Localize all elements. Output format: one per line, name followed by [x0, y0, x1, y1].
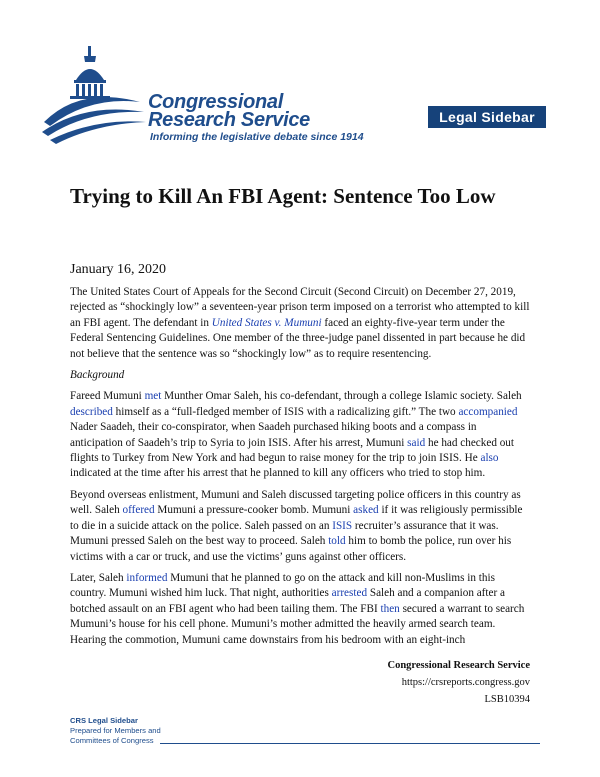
- footer-left-line3: Committees of Congress: [70, 736, 154, 745]
- footer-url[interactable]: https://crsreports.congress.gov: [401, 677, 530, 688]
- paragraph-arrest: [70, 571, 532, 648]
- text: Munther Omar Saleh, his co-defendant, through a college Islamic society. Saleh: [161, 390, 522, 403]
- link-offered[interactable]: offered: [122, 504, 155, 517]
- text: Saleh and a companion after a botched assault on an FBI agent who had been tailing them. The FBI: [70, 587, 505, 615]
- text: himself as a “full-fledged member of ISIS with a radicalizing gift.” The two: [112, 405, 459, 418]
- logo-tagline: Informing the legislative debate since 1914: [150, 131, 364, 143]
- logo-line1: Congressional: [148, 91, 284, 113]
- link-told[interactable]: told: [328, 535, 346, 548]
- publication-date: January 16, 2020: [70, 262, 167, 277]
- paragraph-targeting: [70, 488, 532, 565]
- paragraph-background: [70, 389, 532, 481]
- section-heading-background: Background: [70, 369, 125, 382]
- legal-sidebar-badge: Legal Sidebar: [428, 106, 546, 128]
- text: indicated at the time after his arrest that he planned to kill any officers who tried to stop him.: [70, 467, 486, 480]
- link-then[interactable]: then: [380, 602, 400, 615]
- footer-info: [387, 657, 530, 708]
- text: Mumuni that he planned to go on the attack and kill non-Muslims in this country. Mumuni wished him luck. That night, authorities: [70, 571, 495, 600]
- footer-report-id: LSB10394: [484, 694, 530, 705]
- link-arrested[interactable]: arrested: [331, 587, 368, 600]
- link-also[interactable]: also: [480, 452, 499, 465]
- link-said[interactable]: said: [407, 436, 426, 449]
- link-described[interactable]: described: [70, 405, 113, 418]
- link-isis[interactable]: ISIS: [332, 519, 353, 532]
- text: recruiter’s assurance that it was. Mumuni pressed Saleh on the best way to proceed. Saleh: [70, 519, 499, 548]
- text: faced an eighty-five-year term under the Federal Sentencing Guidelines. One member of the three-judge panel dissented in part because he did not believe that the sentence was so “shockingly low” as to require resentencing.: [70, 316, 526, 360]
- capitol-dome-icon: [40, 40, 150, 150]
- article-body: [70, 285, 532, 654]
- text: Mumuni a pressure-cooker bomb. Mumuni: [154, 504, 354, 517]
- text: he had checked out flights to Turkey from New York and had begun to raise money for the trip to join ISIS. He: [70, 436, 515, 465]
- text: if it was religiously permissible to die in a suicide attack on the police. Saleh passed on an: [70, 504, 523, 532]
- footer-label: [70, 716, 161, 746]
- text: secured a warrant to search Mumuni’s house for his cell phone. Mumuni’s mother admitted the heavily armed search team. Hearing the commotion, Mumuni came downstairs from his bedroom with an eight-inch: [70, 602, 525, 646]
- link-informed[interactable]: informed: [126, 571, 168, 584]
- crs-logo: [40, 40, 460, 150]
- text: him to bomb the police, run over his victims with a car or truck, and use the victims’ guns against other officers.: [70, 535, 512, 563]
- link-asked[interactable]: asked: [353, 504, 379, 517]
- footer-left-line2: Prepared for Members and: [70, 726, 161, 735]
- footer-left-line1: CRS Legal Sidebar: [70, 716, 138, 725]
- page-title: Trying to Kill An FBI Agent: Sentence Too Low: [70, 184, 496, 208]
- paragraph-intro: [70, 285, 532, 362]
- link-met[interactable]: met: [144, 390, 162, 403]
- text: Fareed Mumuni: [70, 390, 145, 403]
- text: Beyond overseas enlistment, Mumuni and Saleh discussed targeting police officers in this country as well. Saleh: [70, 488, 521, 517]
- footer-divider: [160, 743, 540, 744]
- link-accompanied[interactable]: accompanied: [458, 405, 518, 418]
- footer-org: Congressional Research Service: [387, 660, 530, 671]
- text: The United States Court of Appeals for the Second Circuit (Second Circuit) on December 27, 2019, rejected as “shockingly low” a seventeen-year prison term imposed on a terrorist who attempted to kill an FBI agent. The defendant in: [70, 286, 530, 329]
- logo-line2: Research Service: [148, 109, 310, 131]
- text: Later, Saleh: [70, 571, 127, 584]
- case-link[interactable]: United States v. Mumuni: [211, 316, 322, 329]
- text: Nader Saadeh, their co-conspirator, when Saadeh purchased hiking boots and a compass in anticipation of Saadeh’s trip to Syria to join ISIS. After his arrest, Mumuni: [70, 421, 477, 449]
